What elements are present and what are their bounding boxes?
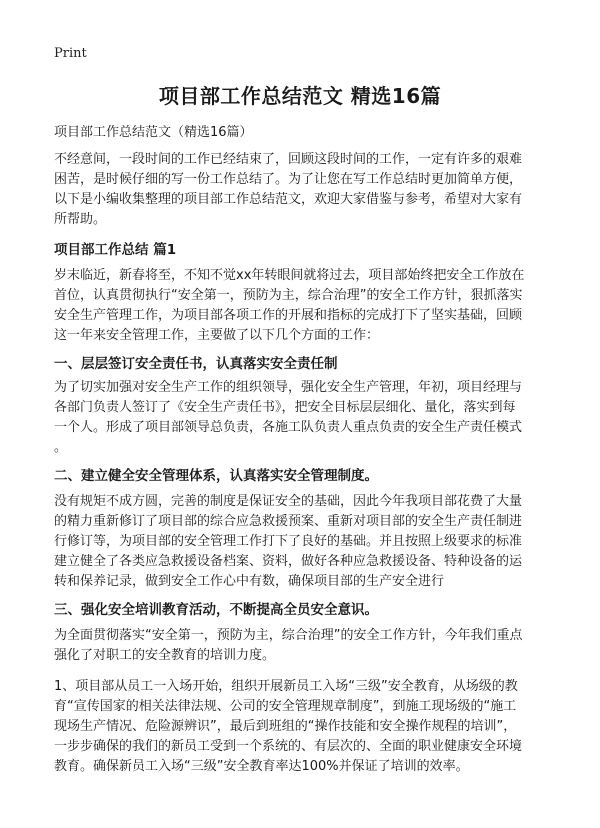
paragraph-line: 安全生产管理工作，为项目部各项工作的开展和指标的完成打下了坚实基础，回顾 xyxy=(54,308,523,323)
paragraph-line: 建立健全了各类应急救援设备档案、资料，做好各种应急救援设备、特种设备的运 xyxy=(54,554,523,569)
paragraph-line: 一步步确保的我们的新员工受到一个系统的、有层次的、全面的职业健康安全环境 xyxy=(54,739,523,754)
section1-paragraph xyxy=(54,266,554,346)
paragraph-line: 现场生产情况、危险源辨识”，最后到班组的“操作技能和安全操作规程的培训”， xyxy=(54,719,517,734)
paragraph-line: 强化了对职工的安全教育的培训力度。 xyxy=(54,648,276,663)
section-heading: 项目部工作总结 篇1 xyxy=(54,242,177,258)
paragraph-line: 首位，认真贯彻执行“安全第一，预防为主，综合治理”的安全工作方针，狠抓落实 xyxy=(54,288,523,303)
paragraph-line: 不经意间，一段时间的工作已经结束了，回顾这段时间的工作，一定有许多的艰难 xyxy=(54,152,523,167)
paragraph-line: 教育。确保新员工入场“三级”安全教育率达100%并保证了培训的效率。 xyxy=(54,759,469,774)
part2-paragraph xyxy=(54,492,554,592)
paragraph-line: 育“宣传国家的相关法律法规、公司的安全管理规章制度”，到施工现场级的“施工 xyxy=(54,699,517,714)
intro-paragraph xyxy=(54,150,554,230)
paragraph-line: 转和保养记录，做到安全工作心中有数，确保项目部的生产安全进行 xyxy=(54,574,445,589)
part1-paragraph xyxy=(54,378,554,458)
paragraph-line: 以下是小编收集整理的项目部工作总结范文，欢迎大家借鉴与参考，希望对大家有 xyxy=(54,192,523,207)
paragraph-line: 。 xyxy=(54,440,68,455)
paragraph-line: 困苦，是时候仔细的写一份工作总结了。为了让您在写工作总结时更加简单方便， xyxy=(54,172,523,187)
paragraph-line: 这一年来安全管理工作，主要做了以下几个方面的工作： xyxy=(54,328,380,343)
page-title: 项目部工作总结范文 精选16篇 xyxy=(158,84,442,108)
paragraph-line: 1、项目部从员工一入场开始，组织开展新员工入场“三级”安全教育，从场级的教 xyxy=(54,679,518,694)
paragraph-line: 一个人。形成了项目部领导总负责，各施工队负责人重点负责的安全生产责任模式 xyxy=(54,420,523,435)
paragraph-line: 为全面贯彻落实“安全第一，预防为主，综合治理”的安全工作方针，今年我们重点 xyxy=(54,628,523,643)
part3-paragraph xyxy=(54,626,554,666)
paragraph-line: 各部门负责人签订了《安全生产责任书》，把安全目标层层细化、量化，落实到每 xyxy=(54,400,516,415)
print-label[interactable]: Print xyxy=(54,46,87,61)
paragraph-line: 没有规矩不成方圆，完善的制度是保证安全的基础，因此今年我项目部花费了大量 xyxy=(54,494,523,509)
paragraph-line: 所帮助。 xyxy=(54,212,107,227)
paragraph-line: 的精力重新修订了项目部的综合应急救援预案、重新对项目部的安全生产责任制进 xyxy=(54,514,523,529)
item1-paragraph xyxy=(54,677,554,777)
paragraph-line: 岁末临近，新春将至，不知不觉xx年转眼间就将过去，项目部始终把安全工作放在 xyxy=(54,268,525,283)
document-subtitle: 项目部工作总结范文（精选16篇） xyxy=(54,125,253,140)
paragraph-line: 为了切实加强对安全生产工作的组织领导，强化安全生产管理，年初，项目经理与 xyxy=(54,380,523,395)
part1-heading: 一、层层签订安全责任书，认真落实安全责任制 xyxy=(54,356,338,372)
part2-heading: 二、建立健全安全管理体系，认真落实安全管理制度。 xyxy=(54,468,378,484)
part3-heading: 三、强化安全培训教育活动，不断提高全员安全意识。 xyxy=(54,602,378,618)
paragraph-line: 行修订等，为项目部的安全管理工作打下了良好的基础。并且按照上级要求的标准 xyxy=(54,534,523,549)
